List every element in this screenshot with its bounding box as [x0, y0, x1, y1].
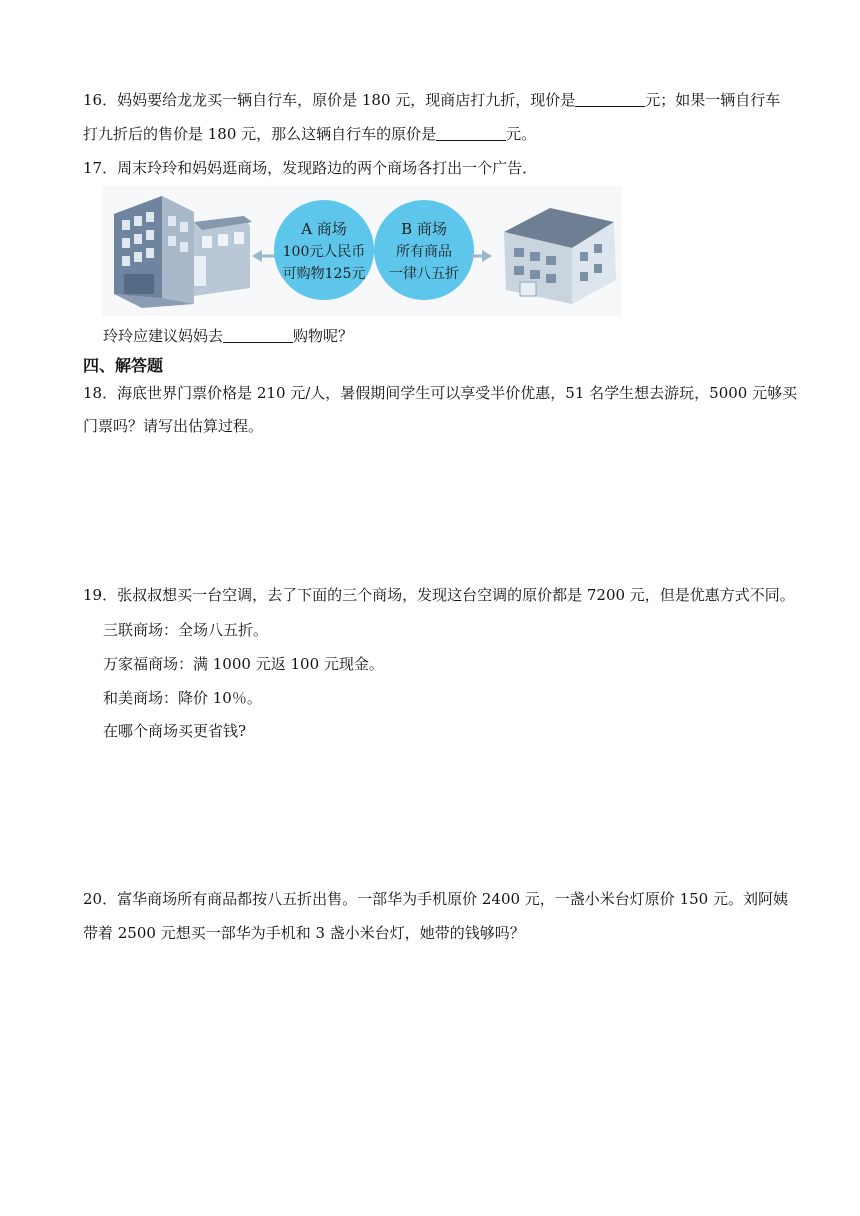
q17-question: 玲玲应建议妈妈去 购物呢？ [103, 327, 354, 345]
building-b-icon [504, 208, 616, 304]
q19-option-1: 三联商场：全场八五折。 [103, 621, 269, 639]
ad-a-line3: 可购物125元 [282, 266, 366, 282]
building-a-icon [114, 196, 252, 308]
ad-b-line2: 所有商品 [396, 244, 452, 260]
q19-option-3: 和美商场：降价 10％。 [103, 689, 262, 707]
answer-blank-16a[interactable] [575, 91, 645, 107]
section-heading: 四、解答题 [83, 356, 164, 375]
ad-b-line3: 一律八五折 [389, 266, 459, 282]
q19-line1: 19．张叔叔想买一台空调，去了下面的三个商场，发现这台空调的原价都是 7200 元，但是优惠方式不同。 [83, 586, 795, 604]
q16-line2: 打九折后的售价是 180 元，那么这辆自行车的原价是 元。 [83, 125, 537, 143]
ad-b-line1: B 商场 [401, 220, 447, 238]
answer-blank-16b[interactable] [436, 125, 506, 141]
q16-line1: 16．妈妈要给龙龙买一辆自行车，原价是 180 元，现商店打九折，现价是 元；如果一辆自行车 [83, 91, 781, 109]
q20-line1: 20．富华商场所有商品都按八五折出售。一部华为手机原价 2400 元，一盏小米台灯原价 150 元。刘阿姨 [83, 890, 788, 908]
ad-illustration [102, 186, 622, 316]
q18-line1: 18．海底世界门票价格是 210 元/人，暑假期间学生可以享受半价优惠，51 名学生想去游玩，5000 元够买 [83, 384, 798, 402]
q18-line2: 门票吗？请写出估算过程。 [83, 417, 264, 435]
q17-text: 17．周末玲玲和妈妈逛商场，发现路边的两个商场各打出一个广告． [83, 159, 538, 177]
q19-question: 在哪个商场买更省钱? [103, 722, 247, 740]
q20-line2: 带着 2500 元想买一部华为手机和 3 盏小米台灯，她带的钱够吗？ [83, 924, 525, 942]
q19-option-2: 万家福商场：满 1000 元返 100 元现金。 [103, 655, 384, 673]
ad-a-line2: 100元人民币 [282, 244, 366, 260]
answer-blank-17[interactable] [223, 327, 293, 343]
ad-illustration-svg [102, 186, 622, 316]
ad-a-line1: A 商场 [301, 220, 347, 238]
